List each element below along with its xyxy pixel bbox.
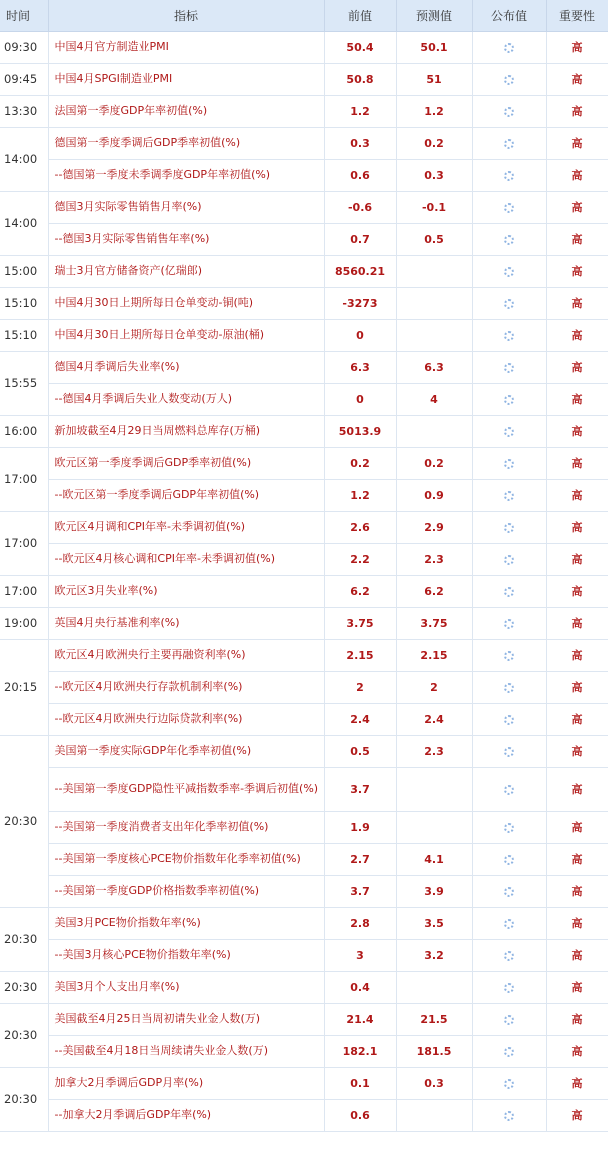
importance-cell: 高	[546, 383, 608, 415]
previous-value-cell: 2.7	[324, 843, 396, 875]
published-value-cell	[472, 223, 546, 255]
importance-cell: 高	[546, 223, 608, 255]
importance-cell: 高	[546, 31, 608, 63]
importance-cell: 高	[546, 607, 608, 639]
table-row[interactable]	[0, 671, 608, 703]
indicator-cell: --美国第一季度核心PCE物价指数年化季率初值(%)	[48, 843, 324, 875]
forecast-value-cell: 3.2	[396, 939, 472, 971]
published-value-cell	[472, 351, 546, 383]
importance-cell: 高	[546, 671, 608, 703]
forecast-value-cell: 6.3	[396, 351, 472, 383]
table-row[interactable]	[0, 191, 608, 223]
importance-cell: 高	[546, 447, 608, 479]
loading-spinner-icon	[504, 43, 514, 53]
previous-value-cell: 0.5	[324, 735, 396, 767]
previous-value-cell: 0.1	[324, 1067, 396, 1099]
indicator-cell: --欧元区第一季度季调后GDP年率初值(%)	[48, 479, 324, 511]
published-value-cell	[472, 383, 546, 415]
importance-cell: 高	[546, 415, 608, 447]
loading-spinner-icon	[504, 983, 514, 993]
loading-spinner-icon	[504, 785, 514, 795]
loading-spinner-icon	[504, 887, 514, 897]
previous-value-cell: 3	[324, 939, 396, 971]
table-row[interactable]	[0, 939, 608, 971]
indicator-cell: --美国第一季度GDP价格指数季率初值(%)	[48, 875, 324, 907]
previous-value-cell: 3.75	[324, 607, 396, 639]
table-row[interactable]	[0, 875, 608, 907]
importance-cell: 高	[546, 1003, 608, 1035]
forecast-value-cell	[396, 811, 472, 843]
previous-value-cell: 3.7	[324, 767, 396, 811]
previous-value-cell: 2.8	[324, 907, 396, 939]
time-cell: 19:00	[0, 607, 48, 639]
previous-value-cell: 0	[324, 319, 396, 351]
loading-spinner-icon	[504, 587, 514, 597]
indicator-cell: 欧元区第一季度季调后GDP季率初值(%)	[48, 447, 324, 479]
forecast-value-cell: 1.2	[396, 95, 472, 127]
published-value-cell	[472, 907, 546, 939]
forecast-value-cell: 0.3	[396, 159, 472, 191]
loading-spinner-icon	[504, 459, 514, 469]
loading-spinner-icon	[504, 171, 514, 181]
indicator-cell: 英国4月央行基准利率(%)	[48, 607, 324, 639]
published-value-cell	[472, 607, 546, 639]
loading-spinner-icon	[504, 855, 514, 865]
published-value-cell	[472, 1035, 546, 1067]
forecast-value-cell: -0.1	[396, 191, 472, 223]
indicator-cell: 德国4月季调后失业率(%)	[48, 351, 324, 383]
loading-spinner-icon	[504, 395, 514, 405]
previous-value-cell: 2	[324, 671, 396, 703]
forecast-value-cell: 2.9	[396, 511, 472, 543]
table-row[interactable]	[0, 1035, 608, 1067]
forecast-value-cell: 21.5	[396, 1003, 472, 1035]
time-cell: 17:00	[0, 447, 48, 511]
published-value-cell	[472, 875, 546, 907]
loading-spinner-icon	[504, 427, 514, 437]
forecast-value-cell	[396, 767, 472, 811]
published-value-cell	[472, 511, 546, 543]
previous-value-cell: 3.7	[324, 875, 396, 907]
time-cell: 20:30	[0, 1067, 48, 1131]
forecast-value-cell: 3.5	[396, 907, 472, 939]
importance-cell: 高	[546, 1035, 608, 1067]
published-value-cell	[472, 63, 546, 95]
indicator-cell: --加拿大2月季调后GDP年率(%)	[48, 1099, 324, 1131]
header-previous: 前值	[324, 0, 396, 31]
published-value-cell	[472, 843, 546, 875]
published-value-cell	[472, 191, 546, 223]
loading-spinner-icon	[504, 267, 514, 277]
published-value-cell	[472, 767, 546, 811]
loading-spinner-icon	[504, 235, 514, 245]
time-cell: 17:00	[0, 511, 48, 575]
published-value-cell	[472, 639, 546, 671]
previous-value-cell: 182.1	[324, 1035, 396, 1067]
loading-spinner-icon	[504, 555, 514, 565]
table-row[interactable]	[0, 63, 608, 95]
indicator-cell: 德国第一季度季调后GDP季率初值(%)	[48, 127, 324, 159]
table-row[interactable]	[0, 811, 608, 843]
forecast-value-cell: 6.2	[396, 575, 472, 607]
loading-spinner-icon	[504, 1015, 514, 1025]
loading-spinner-icon	[504, 747, 514, 757]
importance-cell: 高	[546, 703, 608, 735]
forecast-value-cell: 4.1	[396, 843, 472, 875]
loading-spinner-icon	[504, 331, 514, 341]
table-row[interactable]	[0, 907, 608, 939]
forecast-value-cell: 4	[396, 383, 472, 415]
importance-cell: 高	[546, 575, 608, 607]
published-value-cell	[472, 1003, 546, 1035]
importance-cell: 高	[546, 479, 608, 511]
time-cell: 09:45	[0, 63, 48, 95]
previous-value-cell: 8560.21	[324, 255, 396, 287]
table-body	[0, 31, 608, 1131]
table-row[interactable]	[0, 127, 608, 159]
previous-value-cell: 0	[324, 383, 396, 415]
importance-cell: 高	[546, 543, 608, 575]
published-value-cell	[472, 287, 546, 319]
table-row[interactable]	[0, 479, 608, 511]
table-row[interactable]	[0, 843, 608, 875]
indicator-cell: --欧元区4月欧洲央行存款机制利率(%)	[48, 671, 324, 703]
published-value-cell	[472, 319, 546, 351]
loading-spinner-icon	[504, 203, 514, 213]
previous-value-cell: 1.2	[324, 479, 396, 511]
indicator-cell: --美国截至4月18日当周续请失业金人数(万)	[48, 1035, 324, 1067]
forecast-value-cell	[396, 1099, 472, 1131]
importance-cell: 高	[546, 191, 608, 223]
time-cell: 20:30	[0, 907, 48, 971]
indicator-cell: 欧元区3月失业率(%)	[48, 575, 324, 607]
importance-cell: 高	[546, 735, 608, 767]
time-cell: 20:30	[0, 1003, 48, 1067]
table-row[interactable]	[0, 703, 608, 735]
published-value-cell	[472, 159, 546, 191]
loading-spinner-icon	[504, 919, 514, 929]
loading-spinner-icon	[504, 299, 514, 309]
indicator-cell: --美国第一季度GDP隐性平减指数季率-季调后初值(%)	[48, 767, 324, 811]
indicator-cell: 新加坡截至4月29日当周燃料总库存(万桶)	[48, 415, 324, 447]
published-value-cell	[472, 735, 546, 767]
published-value-cell	[472, 1067, 546, 1099]
indicator-cell: --德国第一季度未季调季度GDP年率初值(%)	[48, 159, 324, 191]
published-value-cell	[472, 447, 546, 479]
indicator-cell: 中国4月SPGI制造业PMI	[48, 63, 324, 95]
table-row[interactable]	[0, 447, 608, 479]
forecast-value-cell: 2.3	[396, 543, 472, 575]
loading-spinner-icon	[504, 715, 514, 725]
indicator-cell: 欧元区4月欧洲央行主要再融资利率(%)	[48, 639, 324, 671]
published-value-cell	[472, 95, 546, 127]
table-row[interactable]	[0, 255, 608, 287]
header-row	[0, 0, 608, 31]
forecast-value-cell: 181.5	[396, 1035, 472, 1067]
importance-cell: 高	[546, 811, 608, 843]
importance-cell: 高	[546, 351, 608, 383]
importance-cell: 高	[546, 639, 608, 671]
published-value-cell	[472, 415, 546, 447]
time-cell: 15:00	[0, 255, 48, 287]
forecast-value-cell: 50.1	[396, 31, 472, 63]
previous-value-cell: 21.4	[324, 1003, 396, 1035]
indicator-cell: 欧元区4月调和CPI年率-未季调初值(%)	[48, 511, 324, 543]
table-row[interactable]	[0, 383, 608, 415]
header-published: 公布值	[472, 0, 546, 31]
importance-cell: 高	[546, 511, 608, 543]
previous-value-cell: 0.6	[324, 1099, 396, 1131]
table-row[interactable]	[0, 511, 608, 543]
forecast-value-cell: 3.75	[396, 607, 472, 639]
published-value-cell	[472, 127, 546, 159]
forecast-value-cell	[396, 287, 472, 319]
indicator-cell: --美国3月核心PCE物价指数年率(%)	[48, 939, 324, 971]
importance-cell: 高	[546, 63, 608, 95]
previous-value-cell: 0.6	[324, 159, 396, 191]
previous-value-cell: 2.2	[324, 543, 396, 575]
previous-value-cell: 2.6	[324, 511, 396, 543]
loading-spinner-icon	[504, 823, 514, 833]
forecast-value-cell: 51	[396, 63, 472, 95]
table-row[interactable]	[0, 223, 608, 255]
time-cell: 20:15	[0, 639, 48, 735]
table-row[interactable]	[0, 607, 608, 639]
importance-cell: 高	[546, 939, 608, 971]
time-cell: 16:00	[0, 415, 48, 447]
table-header	[0, 0, 608, 31]
loading-spinner-icon	[504, 491, 514, 501]
published-value-cell	[472, 971, 546, 1003]
loading-spinner-icon	[504, 1079, 514, 1089]
time-cell: 15:10	[0, 287, 48, 319]
table-row[interactable]	[0, 351, 608, 383]
importance-cell: 高	[546, 127, 608, 159]
previous-value-cell: 5013.9	[324, 415, 396, 447]
importance-cell: 高	[546, 287, 608, 319]
loading-spinner-icon	[504, 951, 514, 961]
indicator-cell: 中国4月官方制造业PMI	[48, 31, 324, 63]
table-row[interactable]	[0, 639, 608, 671]
published-value-cell	[472, 939, 546, 971]
previous-value-cell: 1.2	[324, 95, 396, 127]
loading-spinner-icon	[504, 75, 514, 85]
time-cell: 13:30	[0, 95, 48, 127]
previous-value-cell: 1.9	[324, 811, 396, 843]
table-row[interactable]	[0, 1003, 608, 1035]
indicator-cell: --欧元区4月欧洲央行边际贷款利率(%)	[48, 703, 324, 735]
importance-cell: 高	[546, 843, 608, 875]
published-value-cell	[472, 479, 546, 511]
table-row[interactable]	[0, 31, 608, 63]
time-cell: 20:30	[0, 971, 48, 1003]
indicator-cell: 中国4月30日上期所每日仓单变动-原油(桶)	[48, 319, 324, 351]
importance-cell: 高	[546, 907, 608, 939]
published-value-cell	[472, 31, 546, 63]
loading-spinner-icon	[504, 1111, 514, 1121]
header-indicator: 指标	[48, 0, 324, 31]
importance-cell: 高	[546, 971, 608, 1003]
table-row[interactable]	[0, 767, 608, 811]
indicator-cell: --德国4月季调后失业人数变动(万人)	[48, 383, 324, 415]
loading-spinner-icon	[504, 619, 514, 629]
indicator-cell: --欧元区4月核心调和CPI年率-未季调初值(%)	[48, 543, 324, 575]
forecast-value-cell: 0.9	[396, 479, 472, 511]
loading-spinner-icon	[504, 139, 514, 149]
table-row[interactable]	[0, 159, 608, 191]
table-row[interactable]	[0, 95, 608, 127]
published-value-cell	[472, 811, 546, 843]
importance-cell: 高	[546, 255, 608, 287]
forecast-value-cell: 0.3	[396, 1067, 472, 1099]
table-row[interactable]	[0, 415, 608, 447]
table-row[interactable]	[0, 1067, 608, 1099]
time-cell: 14:00	[0, 127, 48, 191]
previous-value-cell: 0.4	[324, 971, 396, 1003]
table-row[interactable]	[0, 287, 608, 319]
published-value-cell	[472, 575, 546, 607]
loading-spinner-icon	[504, 1047, 514, 1057]
previous-value-cell: 2.4	[324, 703, 396, 735]
table-row[interactable]	[0, 1099, 608, 1131]
forecast-value-cell	[396, 971, 472, 1003]
importance-cell: 高	[546, 875, 608, 907]
importance-cell: 高	[546, 1067, 608, 1099]
published-value-cell	[472, 1099, 546, 1131]
previous-value-cell: 6.3	[324, 351, 396, 383]
indicator-cell: 美国3月个人支出月率(%)	[48, 971, 324, 1003]
previous-value-cell: 0.7	[324, 223, 396, 255]
forecast-value-cell	[396, 415, 472, 447]
forecast-value-cell: 2	[396, 671, 472, 703]
time-cell: 14:00	[0, 191, 48, 255]
header-forecast: 预测值	[396, 0, 472, 31]
table-row[interactable]	[0, 971, 608, 1003]
table-row[interactable]	[0, 575, 608, 607]
published-value-cell	[472, 671, 546, 703]
previous-value-cell: 50.8	[324, 63, 396, 95]
forecast-value-cell	[396, 319, 472, 351]
time-cell: 15:10	[0, 319, 48, 351]
forecast-value-cell: 2.15	[396, 639, 472, 671]
forecast-value-cell: 3.9	[396, 875, 472, 907]
published-value-cell	[472, 255, 546, 287]
previous-value-cell: 0.3	[324, 127, 396, 159]
indicator-cell: 美国截至4月25日当周初请失业金人数(万)	[48, 1003, 324, 1035]
loading-spinner-icon	[504, 683, 514, 693]
time-cell: 20:30	[0, 735, 48, 907]
indicator-cell: 瑞士3月官方储备资产(亿瑞郎)	[48, 255, 324, 287]
importance-cell: 高	[546, 767, 608, 811]
previous-value-cell: 50.4	[324, 31, 396, 63]
forecast-value-cell: 0.2	[396, 127, 472, 159]
previous-value-cell: 6.2	[324, 575, 396, 607]
importance-cell: 高	[546, 319, 608, 351]
indicator-cell: 中国4月30日上期所每日仓单变动-铜(吨)	[48, 287, 324, 319]
forecast-value-cell: 0.5	[396, 223, 472, 255]
forecast-value-cell: 2.4	[396, 703, 472, 735]
importance-cell: 高	[546, 95, 608, 127]
indicator-cell: 美国3月PCE物价指数年率(%)	[48, 907, 324, 939]
time-cell: 09:30	[0, 31, 48, 63]
forecast-value-cell	[396, 255, 472, 287]
time-cell: 17:00	[0, 575, 48, 607]
header-importance: 重要性	[546, 0, 608, 31]
indicator-cell: --美国第一季度消费者支出年化季率初值(%)	[48, 811, 324, 843]
previous-value-cell: 0.2	[324, 447, 396, 479]
forecast-value-cell: 0.2	[396, 447, 472, 479]
table-row[interactable]	[0, 319, 608, 351]
published-value-cell	[472, 543, 546, 575]
loading-spinner-icon	[504, 523, 514, 533]
loading-spinner-icon	[504, 651, 514, 661]
time-cell: 15:55	[0, 351, 48, 415]
previous-value-cell: -3273	[324, 287, 396, 319]
importance-cell: 高	[546, 1099, 608, 1131]
previous-value-cell: -0.6	[324, 191, 396, 223]
previous-value-cell: 2.15	[324, 639, 396, 671]
importance-cell: 高	[546, 159, 608, 191]
table-row[interactable]	[0, 543, 608, 575]
indicator-cell: 法国第一季度GDP年率初值(%)	[48, 95, 324, 127]
indicator-cell: 德国3月实际零售销售月率(%)	[48, 191, 324, 223]
indicator-cell: 加拿大2月季调后GDP月率(%)	[48, 1067, 324, 1099]
forecast-value-cell: 2.3	[396, 735, 472, 767]
loading-spinner-icon	[504, 107, 514, 117]
published-value-cell	[472, 703, 546, 735]
table-row[interactable]	[0, 735, 608, 767]
header-time: 时间	[0, 0, 48, 31]
indicator-cell: --德国3月实际零售销售年率(%)	[48, 223, 324, 255]
loading-spinner-icon	[504, 363, 514, 373]
indicator-cell: 美国第一季度实际GDP年化季率初值(%)	[48, 735, 324, 767]
